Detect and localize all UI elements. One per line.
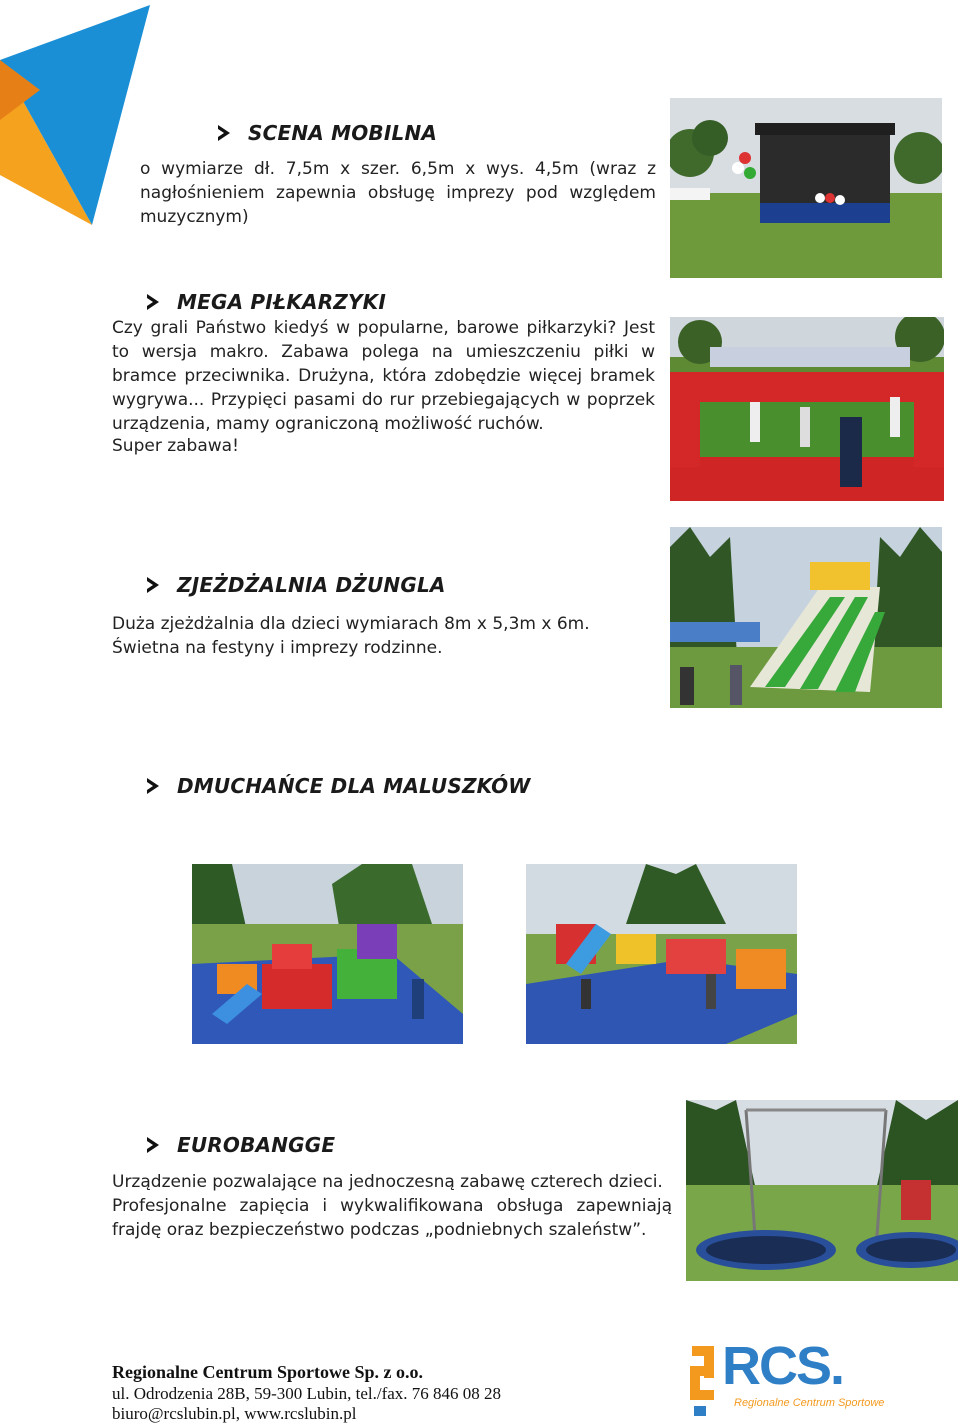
section-text-zjezdzalnia-2: Świetna na festyny i imprezy rodzinne. [112,638,443,658]
rcs-logo [688,1336,893,1418]
section-text-eurobangge-1: Urządzenie pozwalające na jednoczesną zabawę czterech dzieci. [112,1172,663,1192]
footer-address: ul. Odrodzenia 28B, 59-300 Lubin, tel./fax. 76 846 08 28 [112,1384,502,1403]
photo-eurobangge [686,1100,958,1281]
photo-inflatables-left [192,864,463,1044]
section-heading-zjezdzalnia: ZJEŻDŻALNIA DŻUNGLA [147,573,446,597]
section-heading-dmuchance: DMUCHAŃCE DLA MALUSZKÓW [147,774,531,798]
photo-mobile-stage [670,98,942,278]
bullet-arrow-icon [147,778,159,794]
photo-jungle-slide [670,527,942,708]
corner-decoration [0,0,160,230]
section-heading-eurobangge: EUROBANGGE [147,1133,335,1157]
section-heading-pilkarzyki: MEGA PIŁKARZYKI [147,290,386,314]
bullet-arrow-icon [147,1137,159,1153]
section-text-pilkarzyki-2: Super zabawa! [112,436,239,456]
section-text-pilkarzyki: Czy grali Państwo kiedyś w popularne, barowe piłkarzyki? Jest to wersja makro. Zabawa polega na umieszczeniu piłki w bramce przeciwnika. Drużyna, która zdobędzie więcej bramek wygrywa... Przypięci pasami do rur przebiegających w poprzek urządzenia, mamy ograniczoną możliwość ruchów. [112,318,655,434]
bullet-arrow-icon [147,577,159,593]
section-heading-scena: SCENA MOBILNA [218,121,437,145]
section-text-zjezdzalnia-1: Duża zjeżdżalnia dla dzieci wymiarach 8m x 5,3m x 6m. [112,614,590,634]
section-text-scena: o wymiarze dł. 7,5m x szer. 6,5m x wys. 4,5m (wraz z nagłośnieniem zapewnia obsługę imprezy pod względem muzycznym) [140,159,656,227]
footer-contact: biuro@rcslubin.pl, www.rcslubin.pl [112,1404,357,1423]
section-text-eurobangge-2: Profesjonalne zapięcia i wykwalifikowana obsługa zapewniają frajdę oraz bezpieczeństwo podczas „podniebnych szaleństw”. [112,1196,672,1240]
footer-company: Regionalne Centrum Sportowe Sp. z o.o. [112,1362,423,1382]
logo-mark-icon [690,1346,714,1416]
logo-tagline: Regionalne Centrum Sportowe [734,1397,885,1409]
bullet-arrow-icon [147,294,159,310]
bullet-arrow-icon [218,125,230,141]
photo-mega-foosball [670,317,944,501]
logo-wordmark: RCS. [722,1336,844,1396]
photo-inflatables-right [526,864,797,1044]
